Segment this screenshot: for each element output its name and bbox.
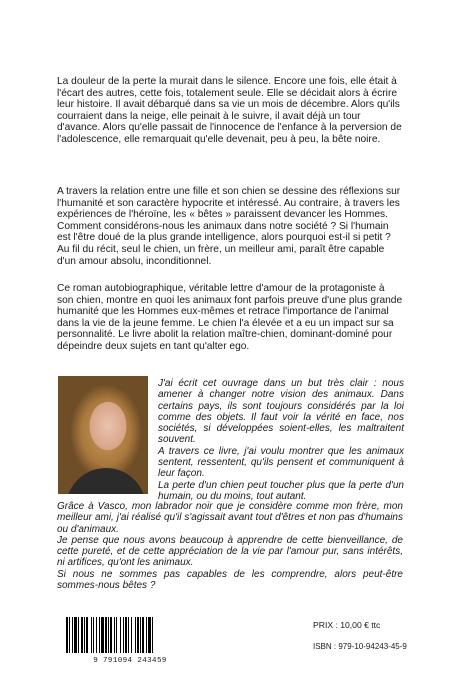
quote-paragraph: Si nous ne sommes pas capables de les comprendre, alors peut-être sommes-nous bêtes ? [57, 568, 403, 592]
author-photo [58, 376, 148, 494]
quote-paragraph: La perte d'un chien peut toucher plus que la perte d'un humain, ou du moins, tout autant. [158, 479, 404, 502]
barcode-bars [66, 617, 194, 653]
author-quote-full [57, 501, 403, 591]
isbn-label: ISBN : 979-10-94243-45-9 [313, 642, 407, 651]
paragraph-text: Ce roman autobiographique, véritable lettre d'amour de la protagoniste à son chien, montre en quoi les animaux font parfois preuve d'une plus grande humanité que les Hommes eux-mêmes et retrace l'importance de l'animal dans la vie de la jeune femme. Le chien l'a élevée et a eu un impact sur sa personnalité. Le livre abolit la relation maître-chien, dominant-dominé pour dépeindre deux sujets en tant qu'alter ego. [57, 283, 403, 352]
barcode-bar [153, 617, 155, 653]
barcode-digits: 9 791094 243459 [93, 657, 167, 665]
back-cover-paragraph-2 [57, 186, 403, 267]
quote-paragraph: A travers ce livre, j'ai voulu montrer que les animaux sentent, ressentent, qu'ils pensent et communiquent à leur façon. [158, 445, 404, 480]
back-cover-paragraph-3 [57, 283, 403, 353]
price-label: PRIX : 10,00 € ttc [313, 620, 381, 630]
paragraph-text: A travers la relation entre une fille et son chien se dessine des réflexions sur l'humanité et son caractère hypocrite et intéressé. Au contraire, à travers les expériences de l'héroïne, les « bêtes » paraissent devancer les Hommes. Comment considérons-nous les animaux dans notre société ? Si l'humain est l'être doué de la plus grande intelligence, alors pourquoi est-il si petit ? Au fil du récit, seul le chien, un frère, un meilleur ami, paraît être capable d'un amour absolu, inconditionnel. [57, 186, 401, 267]
quote-paragraph: Je pense que nous avons beaucoup à apprendre de cette bienveillance, de cette pureté, et de cette appréciation de la vie par l'amour pur, sans intérêts, ni artifices, qu'ont les animaux. [57, 534, 403, 569]
quote-paragraph: J'ai écrit cet ouvrage dans un but très clair : nous amener à changer notre vision des animaux. Dans certains pays, ils sont toujours considérés par la loi comme des objets. Il faut voir la vérité en face, nos sociétés, si développées soient-elles, les maltraitent souvent. [158, 378, 404, 446]
back-cover-paragraph-1 [57, 76, 403, 146]
author-photo-shoulder [66, 468, 146, 494]
author-quote-side [158, 378, 404, 502]
quote-paragraph: Grâce à Vasco, mon labrador noir que je considère comme mon frère, mon meilleur ami, j'ai réalisé qu'il s'agissait avant tout d'êtres et non pas d'humains ou d'animaux. [57, 501, 403, 535]
barcode [66, 617, 194, 665]
paragraph-text: La douleur de la perte la murait dans le silence. Encore une fois, elle était à l'écart des autres, cette fois, totalement seule. Elle se décidait alors à écrire leur histoire. Il avait débarqué dans sa vie un mois de décembre. Alors qu'ils courraient dans la neige, elle peinait à le suivre, il avait déjà un tour d'avance. Alors qu'elle passait de l'innocence de l'enfance à la perversion de l'adolescence, elle remarquait qu'elle devenait, peu à peu, la bête noire. [57, 76, 402, 145]
